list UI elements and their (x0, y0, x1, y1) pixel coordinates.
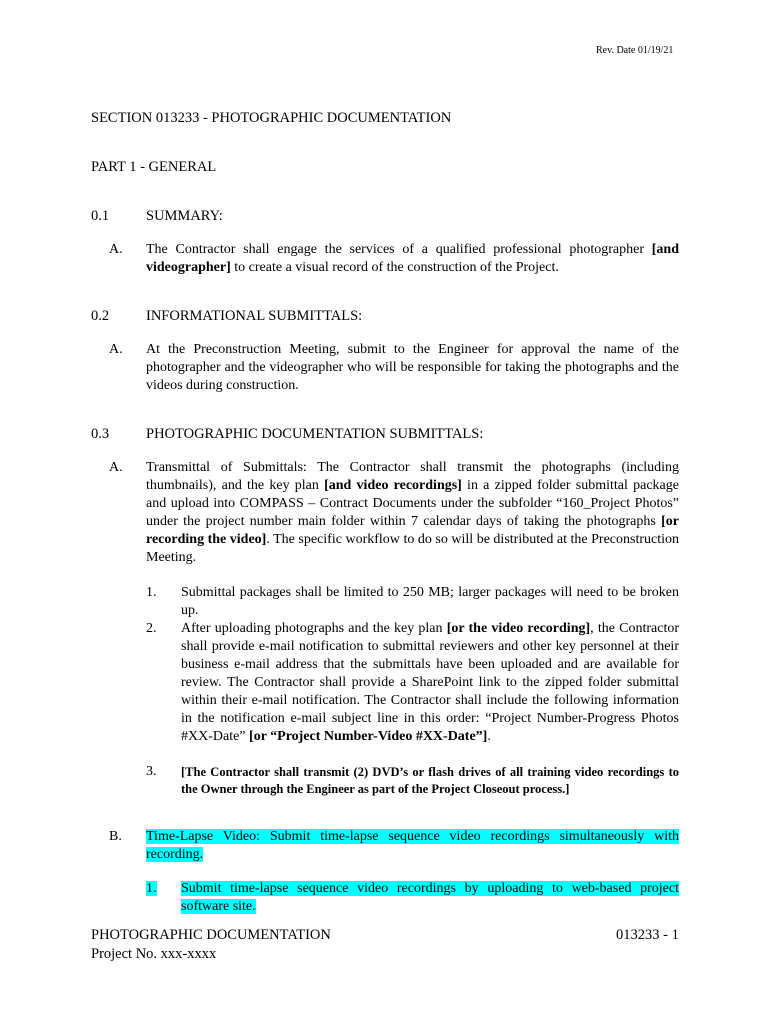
subitem-label: 1. (146, 585, 157, 600)
article-number: 0.1 (91, 208, 110, 224)
subitem-text (181, 620, 679, 746)
bracketed-option: [or recording the video] (146, 514, 679, 547)
section-title: SECTION 013233 - PHOTOGRAPHIC DOCUMENTATION (91, 110, 452, 126)
highlighted-text: 1. (146, 881, 157, 896)
item-label: A. (109, 242, 123, 257)
footer-title: PHOTOGRAPHIC DOCUMENTATION (91, 927, 331, 943)
paragraph-transmittal-a (146, 459, 679, 567)
paragraph-text: After uploading photographs and the key plan (181, 621, 447, 636)
highlighted-text: Time-Lapse Video: Submit time-lapse sequence video recordings simultaneously with recording. (146, 829, 679, 862)
subitem-text (181, 880, 679, 916)
paragraph-text: The Contractor shall engage the services of a qualified professional photographer (146, 242, 652, 257)
article-number: 0.2 (91, 308, 110, 324)
highlighted-text: Submit time-lapse sequence video recordings by uploading to web-based project software site. (181, 881, 679, 914)
paragraph-summary-a (146, 241, 679, 277)
article-heading: INFORMATIONAL SUBMITTALS: (146, 308, 363, 324)
revision-date: Rev. Date 01/19/21 (596, 45, 674, 56)
bracketed-option: [or the video recording] (446, 621, 591, 636)
article-number: 0.3 (91, 426, 110, 442)
article-heading: SUMMARY: (146, 208, 223, 224)
paragraph-text: Transmittal of Submittals: The Contractor shall transmit the photographs (including thumbnails), and the key plan (146, 460, 679, 493)
paragraph-text: . The specific workflow to do so will be distributed at the Preconstruction Meeting. (146, 532, 679, 565)
bracketed-option: [and video recordings] (324, 478, 462, 493)
paragraph-text: in a zipped folder submittal package and upload into COMPASS – Contract Documents under the subfolder “160_Project Photos” under the project number main folder within 7 calendar days of taking the photographs (146, 478, 679, 529)
subitem-label (146, 880, 157, 898)
subitem-label: 2. (146, 621, 157, 636)
paragraph-info-a: At the Preconstruction Meeting, submit to the Engineer for approval the name of the photographer and the videographer who will be responsible for taking the photographs and the videos during construction. (146, 342, 679, 393)
bracketed-option: [and videographer] (146, 242, 679, 275)
subitem-text: [The Contractor shall transmit (2) DVD’s or flash drives of all training video recordings to the Owner through the Engineer as part of the Project Closeout process.] (181, 765, 679, 796)
bracketed-option: [or “Project Number-Video #XX-Date”] (249, 729, 488, 744)
item-label: B. (109, 829, 122, 844)
item-label: A. (109, 342, 123, 357)
paragraph-text: . (487, 729, 491, 744)
subitem-text: Submittal packages shall be limited to 250 MB; larger packages will need to be broken up. (181, 585, 679, 618)
paragraph-time-lapse-b (146, 828, 679, 864)
footer-project-number: Project No. xxx-xxxx (91, 946, 217, 962)
part-title: PART 1 - GENERAL (91, 159, 217, 175)
item-label: A. (109, 460, 123, 475)
subitem-label: 3. (146, 764, 157, 779)
paragraph-text: to create a visual record of the construction of the Project. (230, 260, 559, 275)
article-heading: PHOTOGRAPHIC DOCUMENTATION SUBMITTALS: (146, 426, 484, 442)
paragraph-text: , the Contractor shall provide e-mail notification to submittal reviewers and other key personnel at their business e-mail address that the submittals have been uploaded and are available for review. The Contractor shall provide a SharePoint link to the zipped folder submittal within their e-mail notification. The Contractor shall include the following information in the notification e-mail subject line in this order: “Project Number-Progress Photos #XX-Date” (181, 621, 679, 744)
footer-page-number: 013233 - 1 (616, 927, 679, 943)
